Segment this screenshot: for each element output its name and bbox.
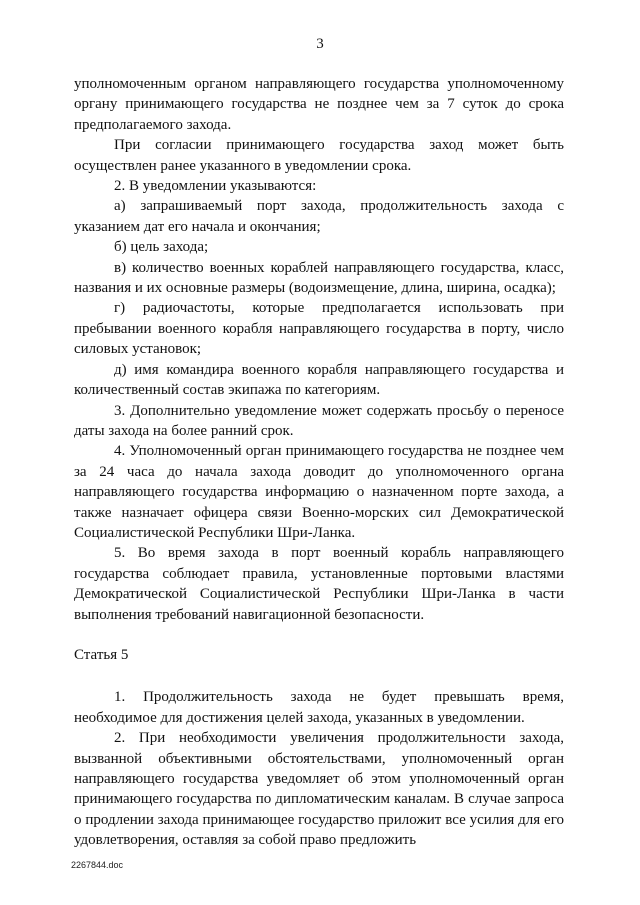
paragraph: При согласии принимающего государства заход может быть осуществлен ранее указанного в уведомлении срока.	[74, 137, 564, 174]
paragraph: а) запрашиваемый порт захода, продолжительность захода с указанием дат его начала и окончания;	[74, 198, 564, 235]
article-heading: Статья 5	[74, 646, 129, 663]
paragraph: 1. Продолжительность захода не будет превышать время, необходимое для достижения целей захода, указанных в уведомлении.	[74, 689, 564, 726]
footer-filename: 2267844.doc	[71, 860, 124, 870]
paragraph: в) количество военных кораблей направляющего государства, класс, названия и их основные размеры (водоизмещение, длина, ширина, осадка);	[74, 259, 564, 297]
paragraph: 5. Во время захода в порт военный корабль направляющего государства соблюдает правила, установленные портовыми властями Демократической Социалистической Республики Шри-Ланка в части выполнения требований навигационной безопасности.	[74, 545, 564, 623]
paragraph: 3. Дополнительно уведомление может содержать просьбу о переносе даты захода на более ранний срок.	[74, 402, 564, 439]
paragraph: д) имя командира военного корабля направляющего государства и количественный состав экипажа по категориям.	[74, 361, 564, 399]
section-bottom	[74, 687, 564, 850]
document-body	[74, 74, 564, 851]
paragraph: 2. В уведомлении указываются:	[114, 178, 317, 195]
paragraph: б) цель захода;	[114, 239, 209, 256]
paragraph: 4. Уполномоченный орган принимающего государства не позднее чем за 24 часа до начала захода доводит до уполномоченного органа направляющего государства информацию о назначенном порте захода, а также назначает офицера связи Военно-морских сил Демократической Социалистической Республики Шри-Ланка.	[74, 443, 564, 541]
paragraph: уполномоченным органом направляющего государства уполномоченному органу принимающего государства не позднее чем за 7 суток до срока предполагаемого захода.	[74, 76, 564, 133]
section-top	[74, 74, 564, 625]
paragraph: г) радиочастоты, которые предполагается использовать при пребывании военного корабля направляющего государства в порту, число силовых установок;	[74, 300, 564, 358]
page-number: 3	[316, 36, 324, 52]
paragraph: 2. При необходимости увеличения продолжительности захода, вызванной объективными обстоятельствами, уполномоченный орган направляющего государства уведомляет об этом уполномоченный орган принимающего государства по дипломатическим каналам. В случае запроса о продлении захода принимающее государство приложит все усилия для его удовлетворения, оставляя за собой право предложить	[74, 730, 564, 849]
